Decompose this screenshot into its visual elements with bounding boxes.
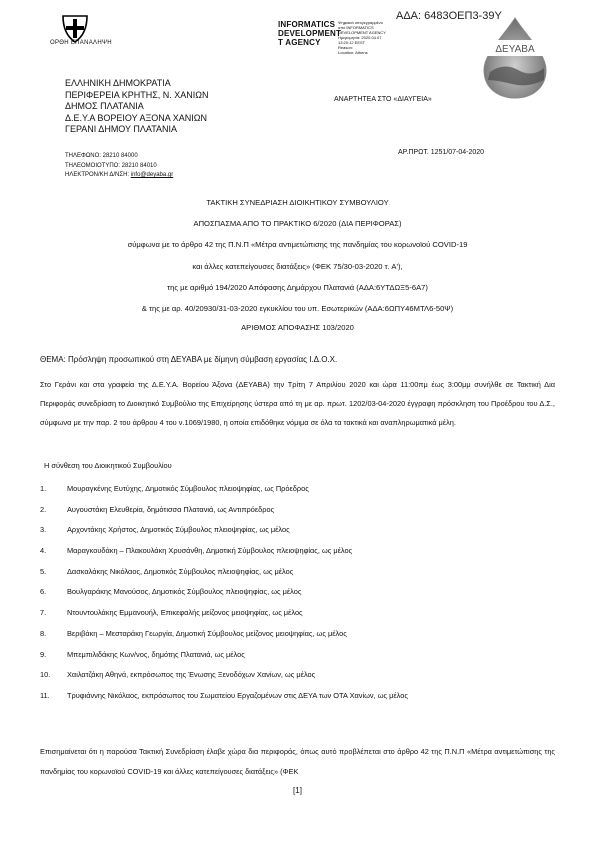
logo-text: ΔΕΥΑΒΑ (495, 44, 535, 55)
signature-detail-line: 13:20:12 EEST (338, 40, 366, 45)
list-item (40, 670, 408, 691)
authority-line: ΠΕΡΙΦΕΡΕΙΑ ΚΡΗΤΗΣ, Ν. ΧΑΝΙΩΝ (65, 89, 209, 100)
board-heading: Η σύνθεση του Διοικητικού Συμβουλίου (44, 461, 172, 470)
page-number: [1] (293, 786, 302, 795)
member-number: 8. (40, 628, 47, 638)
member-text: Μπεμπιλιδάκης Κων/νος, δημότης Πλατανιά, ως μέλος (67, 649, 245, 659)
authority-line: ΕΛΛΗΝΙΚΗ ΔΗΜΟΚΡΑΤΙΑ (65, 78, 171, 88)
mayor-decision-line: της με αριθμό 194/2020 Απόφασης Δημάρχου Πλατανιά (ΑΔΑ:6ΥΤΔΩΞ5-6Α7) (167, 283, 428, 292)
fax-text: ΤΗΛΕΟΜΟΙΟΤΥΠΟ: 28210 84010 (65, 162, 157, 169)
protocol-number: ΑΡ.ΠΡΩΤ. 1251/07-04-2020 (398, 149, 485, 156)
decision-number: ΑΡΙΘΜΟΣ ΑΠΟΦΑΣΗΣ 103/2020 (241, 323, 354, 332)
circular-line: & της με αρ. 40/20930/31-03-2020 εγκυκλίου του υπ. Εσωτερικών (ΑΔΑ:6ΩΠΥ46ΜΤΛ6-50Ψ) (141, 304, 454, 313)
list-item (40, 650, 408, 671)
member-number: 5. (40, 566, 47, 576)
issuing-authority (65, 78, 209, 136)
member-text: Ντουντουλάκης Εμμανουήλ, Επικεφαλής μείζονος μειοψηφίας, ως μέλος (67, 608, 303, 618)
member-text: Βουλγαράκης Μανούσος, Δημοτικός Σύμβουλος πλειοψηφίας, ως μέλος (67, 587, 302, 597)
agency-title-line: INFORMATICS (278, 20, 336, 29)
member-number: 9. (40, 649, 47, 659)
list-item (40, 691, 408, 712)
signature-detail-line: από INFORMATICS (338, 25, 374, 30)
signature-detail-line: Ψηφιακά υπογεγραμμένο (338, 20, 383, 25)
signature-agency-title (278, 20, 341, 47)
authority-line: ΔΗΜΟΣ ΠΛΑΤΑΝΙΑ (65, 101, 144, 111)
member-text: Αυγουστάκη Ελευθερία, δημότισσα Πλατανιά, ως Αντιπρόεδρος (67, 504, 275, 514)
member-text: Χαιλατζάκη Αθηνά, εκπρόσωπος της Ένωσης Ξενοδόχων Χανίων, ως μέλος (67, 670, 316, 680)
list-item (40, 608, 408, 629)
phone-text: ΤΗΛΕΦΩΝΟ: 28210 84000 (65, 153, 138, 159)
minutes-extract: ΑΠΟΣΠΑΣΜΑ ΑΠΟ ΤΟ ΠΡΑΚΤΙΚΟ 6/2020 (ΔΙΑ ΠΕΡΙΦΟΡΑΣ) (193, 219, 402, 228)
ada-code: ΑΔΑ: 6483ΟΕΠ3-39Υ (396, 10, 502, 22)
member-number: 10. (40, 670, 51, 680)
member-number: 2. (40, 504, 47, 514)
deyaba-logo-icon (472, 14, 558, 100)
agency-title-line: DEVELOPMENT (278, 29, 342, 38)
session-title: ΤΑΚΤΙΚΗ ΣΥΝΕΔΡΙΑΣΗ ΔΙΟΙΚΗΤΙΚΟΥ ΣΥΜΒΟΥΛΙΟΥ (206, 198, 389, 207)
legal-basis-line: σύμφωνα με το άρθρο 42 της Π.Ν.Π «Μέτρα αντιμετώπισης της πανδημίας του κορωνοϊού COVID-19 (127, 240, 468, 249)
legal-basis-line: και άλλες κατεπείγουσες διατάξεις» (ΦΕΚ 75/30-03-2020 τ. Α'), (192, 262, 403, 271)
list-item (40, 629, 408, 650)
email-link[interactable]: info@deyaba.gr (130, 172, 174, 178)
signature-detail-line: Ημερομηνία: 2020.04.07 (338, 35, 382, 40)
board-members-list (40, 484, 408, 712)
list-item (40, 525, 408, 546)
signature-detail-line: Reason: (338, 45, 353, 50)
list-item (40, 587, 408, 608)
member-number: 6. (40, 587, 47, 597)
signature-detail-line: DEVELOPMENT AGENCY (338, 30, 386, 35)
emblem-caption: ΟΡΘΗ ΕΠΑΝΑΛΗΨΗ (50, 40, 112, 46)
member-text: Δασκαλάκης Νικόλαος, Δημοτικός Σύμβουλος πλειοψηφίας, ως μέλος (67, 566, 294, 576)
member-text: Βεριβάκη – Μεσταράκη Γεωργία, Δημοτική Σύμβουλος μείζονος μειοψηφίας, ως μέλος (67, 628, 347, 638)
contact-info (65, 152, 173, 181)
list-item (40, 546, 408, 567)
member-text: Μουραγκένης Ευτύχης, Δημοτικός Σύμβουλος πλειοψηφίας, ως Πρόεδρος (67, 484, 309, 493)
member-number: 4. (40, 546, 47, 556)
authority-line: Δ.Ε.Υ.Α ΒΟΡΕΙΟΥ ΑΞΟΝΑ ΧΑΝΙΩΝ (65, 112, 208, 123)
member-number: 11. (40, 690, 50, 700)
member-text: Τρυφιάννης Νικόλαος, εκπρόσωπος του Σωματείου Εργαζομένων στις ΔΕΥΑ των ΟΤΑ Χανίων, ως μέλος (67, 690, 408, 700)
email-label: ΗΛΕΚΤΡΟΝ/ΚΗ Δ/ΝΣΗ: (65, 172, 130, 178)
list-item (40, 484, 408, 505)
member-number: 3. (40, 525, 47, 535)
subject-line: ΘΕΜΑ: Πρόσληψη προσωπικού στη ΔΕΥΑΒΑ με δίμηνη σύμβαση εργασίας Ι.Δ.Ο.Χ. (40, 355, 338, 364)
member-number: 1. (40, 484, 47, 493)
member-text: Αρχοντάκης Χρήστος, Δημοτικός Σύμβουλος πλειοψηφίας, ως μέλος (67, 525, 290, 535)
list-item (40, 505, 408, 526)
intro-paragraph: Στο Γεράνι και στα γραφεία της Δ.Ε.Υ.Α. Βορείου Άξονα (ΔΕΥΑΒΑ) την Τρίτη 7 Απριλίου 2020 και ώρα 11:00πμ έως 3:00μμ συνήλθε σε Τακτική Δια Περιφοράς συνεδρίαση το Διοικητικό Συμβούλιο της Επιχείρησης ύστερα από τη με αρ. πρωτ. 1202/03-04-2020 έγγραφη πρόσκληση του Προέδρου του Δ.Σ., σύμφωνα με την παρ. 2 του άρθρου 4 του ν.1069/1980, η οποία επιδόθηκε νόμιμα σε όλα τα τακτικά και αναπληρωματικά μέλη. (40, 380, 555, 427)
email-row (65, 171, 173, 181)
member-number: 7. (40, 608, 47, 618)
signature-detail-line: Location: Athens (338, 50, 368, 55)
closing-paragraph: Επισημαίνεται ότι η παρούσα Τακτική Συνεδρίαση έλαβε χώρα δια περιφοράς, όπως αυτό προβλέπεται στο άρθρο 42 της Π.Ν.Π «Μέτρα αντιμετώπισης της πανδημίας του κορωνοϊού COVID-19 και άλλες κατεπείγουσες διατάξεις» (ΦΕΚ (40, 747, 555, 776)
signature-details (338, 20, 398, 55)
member-text: Μαραγκουδάκη – Πλακουλάκη Χρυσάνθη, Δημοτική Σύμβουλος πλειοψηφίας, ως μέλος (67, 546, 353, 556)
list-item (40, 567, 408, 588)
agency-title-line: T AGENCY (278, 38, 321, 47)
authority-line: ΓΕΡΑΝΙ ΔΗΜΟΥ ΠΛΑΤΑΝΙΑ (65, 124, 178, 134)
posting-note: ΑΝΑΡΤΗΤΕΑ ΣΤΟ «ΔΙΑΥΓΕΙΑ» (334, 96, 432, 103)
